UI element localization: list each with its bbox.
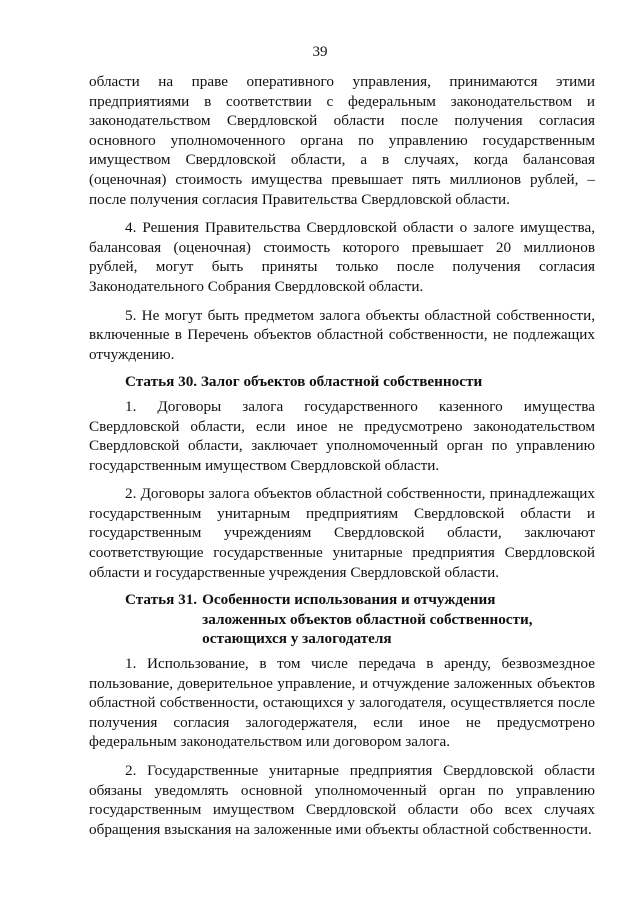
article-31-label: Статья 31.: [125, 591, 198, 609]
article-31-paragraph-1: 1. Использование, в том числе передача в аренду, безвозмездное пользование, доверительное управление, и отчуждение заложенных объектов областной собственности, остающихся у залогодателя, осуществляется после получения согласия залогодержателя, если иное не предусмотрено федеральным законодательством или договором залога.: [89, 655, 595, 751]
paragraph-item-4: 4. Решения Правительства Свердловской области о залоге имущества, балансовая (оценочная) стоимость которого превышает 20 миллионов рублей, могут быть приняты только после получения согласия Законодательного Собрания Свердловской области.: [89, 219, 595, 295]
article-31-paragraph-2: 2. Государственные унитарные предприятия Свердловской области обязаны уведомлять основной уполномоченный орган по управлению государственным имуществом Свердловской области обо всех случаях обращения взыскания на заложенные ими объекты областной собственности.: [89, 762, 595, 838]
paragraph-continuation: области на праве оперативного управления, принимаются этими предприятиями в соответствии с федеральным законодательством и законодательством Свердловской области после получения согласия основного уполномоченного органа по управлению государственным имуществом Свердловской области, а в случаях, когда балансовая (оценочная) стоимость имущества превышает пять миллионов рублей, – после получения согласия Правительства Свердловской области.: [89, 73, 595, 208]
page-number: 39: [312, 44, 328, 60]
article-30-paragraph-2: 2. Договоры залога объектов областной собственности, принадлежащих государственным унитарным предприятиям Свердловской области и государственным учреждениям Свердловской области, заключают соответствующие государственные унитарные предприятия Свердловской области и государственные учреждения Свердловской области.: [89, 485, 595, 581]
article-31-title-line: заложенных объектов областной собственности,: [202, 610, 533, 628]
article-30-heading: Статья 30. Залог объектов областной собственности: [125, 373, 483, 391]
paragraph-item-5: 5. Не могут быть предметом залога объекты областной собственности, включенные в Перечень объектов областной собственности, не подлежащих отчуждению.: [89, 306, 595, 363]
article-31-title-line: Особенности использования и отчуждения: [202, 591, 496, 609]
article-30-paragraph-1: 1. Договоры залога государственного казенного имущества Свердловской области, если иное не предусмотрено законодательством Свердловской области, заключает уполномоченный орган по управлению государственным имуществом Свердловской области.: [89, 397, 595, 474]
article-31-heading: [89, 590, 595, 649]
article-31-title-line: остающихся у залогодателя: [202, 630, 392, 648]
article-31-title: [202, 590, 532, 649]
document-body: [89, 72, 595, 839]
